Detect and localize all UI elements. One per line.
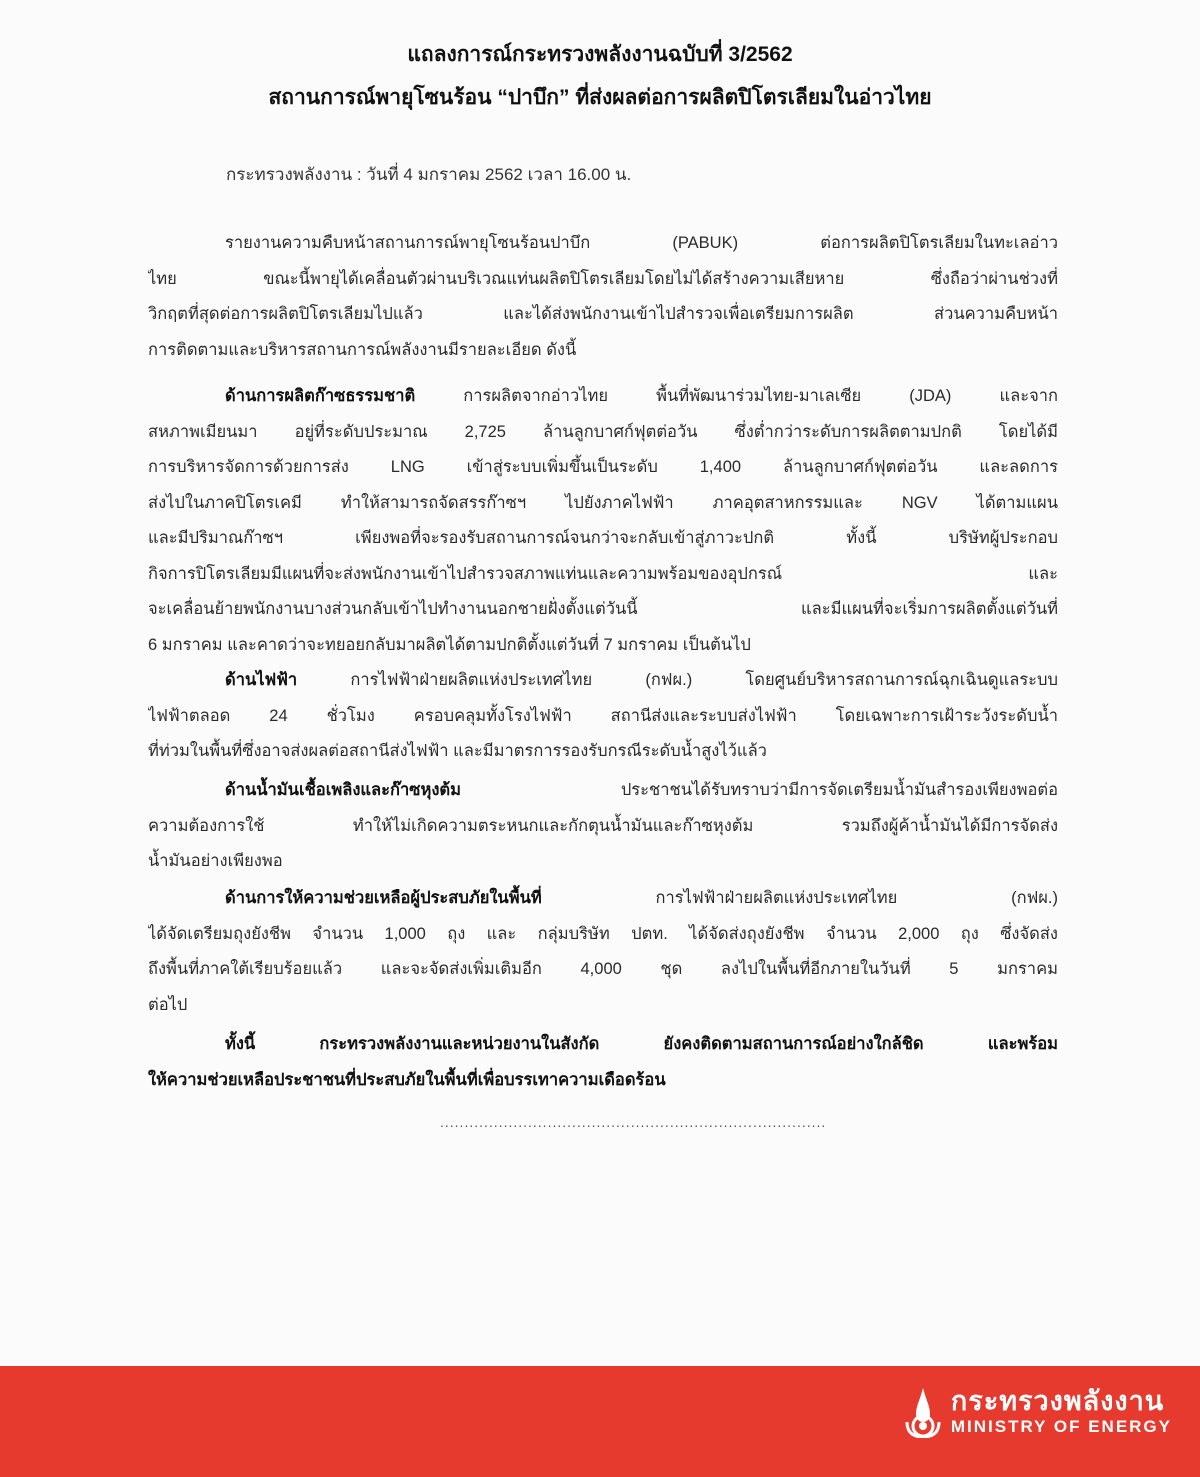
line-text: ต่อไป: [148, 995, 188, 1014]
line-text: 6 มกราคม และคาดว่าจะทยอยกลับมาผลิตได้ตามปกติตั้งแต่วันที่ 7 มกราคม เป็นต้นไป: [148, 635, 751, 654]
ministry-logo: [903, 1386, 1172, 1438]
paragraph-line: [148, 988, 1058, 1024]
logo-english-text: MINISTRY OF ENERGY: [950, 1417, 1172, 1436]
line-text: การไฟฟ้าฝ่ายผลิตแห่งประเทศไทย (กฟผ.) โดยศูนย์บริหารสถานการณ์ฉุกเฉินดูแลระบบ: [297, 671, 1058, 689]
paragraph-line: [148, 809, 1058, 845]
line-text: ความต้องการใช้ ทำให้ไม่เกิดความตระหนกและกักตุนน้ำมันและก๊าซหุงต้ม รวมถึงผู้ค้าน้ำมันได้มีการจัดส่ง: [148, 816, 1058, 835]
paragraph-line: [148, 628, 1058, 664]
paragraph-line: [148, 486, 1058, 522]
paragraph-line: [148, 699, 1058, 735]
paragraph-line: [148, 297, 1058, 333]
line-text: สหภาพเมียนมา อยู่ที่ระดับประมาณ 2,725 ล้านลูกบาศก์ฟุตต่อวัน ซึ่งต่ำกว่าระดับการผลิตตามปกติ โดยได้มี: [148, 422, 1058, 441]
line-text: วิกฤตที่สุดต่อการผลิตปิโตรเลียมไปแล้ว และได้ส่งพนักงานเข้าไปสำรวจเพื่อเตรียมการผลิต ส่วนความคืบหน้า: [148, 305, 1058, 323]
line-text: ประชาชนได้รับทราบว่ามีการจัดเตรียมน้ำมันสำรองเพียงพอต่อ: [460, 781, 1058, 799]
line-text: ให้ความช่วยเหลือประชาชนที่ประสบภัยในพื้นที่เพื่อบรรเทาความเดือดร้อน: [148, 1070, 666, 1089]
paragraph: [148, 1027, 1058, 1098]
logo-thai-text: กระทรวงพลังงาน: [950, 1386, 1165, 1416]
paragraph-line: [148, 592, 1058, 628]
paragraph-line: [148, 226, 1058, 262]
line-text: ถึงพื้นที่ภาคใต้เรียบร้อยแล้ว และจะจัดส่งเพิ่มเติมอีก 4,000 ชุด ลงไปในพื้นที่อีกภายในวันที่ 5 มกราคม: [148, 960, 1058, 978]
line-text: ไฟฟ้าตลอด 24 ชั่วโมง ครอบคลุมทั้งโรงไฟฟ้า สถานีส่งและระบบส่งไฟฟ้า โดยเฉพาะการเฝ้าระวังระดับน้ำ: [148, 706, 1058, 725]
document-title: แถลงการณ์กระทรวงพลังงานฉบับที่ 3/2562: [407, 43, 793, 66]
line-text: จะเคลื่อนย้ายพนักงานบางส่วนกลับเข้าไปทำงานนอกชายฝั่งตั้งแต่วันนี้ และมีแผนที่จะเริ่มการผลิตตั้งแต่วันที่: [148, 600, 1058, 618]
line-text: กิจการปิโตรเลียมมีแผนที่จะส่งพนักงานเข้าไปสำรวจสภาพแท่นและความพร้อมของอุปกรณ์ และ: [148, 564, 1058, 583]
line-text: ที่ท่วมในพื้นที่ซึ่งอาจส่งผลต่อสถานีส่งไฟฟ้า และมีมาตรการรองรับกรณีระดับน้ำสูงไว้แล้ว: [148, 742, 767, 760]
paragraph-line: [148, 881, 1058, 917]
paragraph: [148, 881, 1058, 1023]
flame-emblem-icon: [903, 1386, 943, 1438]
paragraph-line: [148, 557, 1058, 593]
paragraph-line: [148, 952, 1058, 988]
paragraph-line: [148, 917, 1058, 953]
paragraph-line: [148, 663, 1058, 699]
paragraph: [148, 226, 1058, 368]
line-text: รายงานความคืบหน้าสถานการณ์พายุโซนร้อนปาบึก (PABUK) ต่อการผลิตปิโตรเลียมในทะเลอ่าว: [225, 234, 1058, 252]
paragraph-line: [148, 379, 1058, 415]
line-text: การไฟฟ้าฝ่ายผลิตแห่งประเทศไทย (กฟผ.): [541, 889, 1058, 907]
paragraph-line: [148, 1063, 1058, 1099]
paragraph-line: [148, 262, 1058, 298]
footer-band: [0, 1366, 1200, 1477]
section-heading: ด้านน้ำมันเชื้อเพลิงและก๊าซหุงต้ม: [225, 781, 461, 799]
paragraph-line: [148, 521, 1058, 557]
document-subtitle: สถานการณ์พายุโซนร้อน “ปาบึก” ที่ส่งผลต่อการผลิตปิโตรเลียมในอ่าวไทย: [268, 86, 932, 109]
paragraph: [148, 773, 1058, 880]
line-text: น้ำมันอย่างเพียงพอ: [148, 852, 283, 870]
line-text: และมีปริมาณก๊าซฯ เพียงพอที่จะรองรับสถานการณ์จนกว่าจะกลับเข้าสู่ภาวะปกติ ทั้งนี้ บริษัทผู้ประกอบ: [148, 529, 1058, 547]
line-text: ไทย ขณะนี้พายุได้เคลื่อนตัวผ่านบริเวณแท่นผลิตปิโตรเลียมโดยไม่ได้สร้างความเสียหาย ซึ่งถือว่าผ่านช่วงที่: [148, 269, 1058, 288]
line-text: การบริหารจัดการด้วยการส่ง LNG เข้าสู่ระบบเพิ่มขึ้นเป็นระดับ 1,400 ล้านลูกบาศก์ฟุตต่อวัน และลดการ: [148, 458, 1058, 476]
line-text: การผลิตจากอ่าวไทย พื้นที่พัฒนาร่วมไทย-มาเลเซีย (JDA) และจาก: [415, 387, 1058, 405]
line-text: ได้จัดเตรียมถุงยังชีพ จำนวน 1,000 ถุง และ กลุ่มบริษัท ปตท. ได้จัดส่งถุงยังชีพ จำนวน 2,000 ถุง ซึ่งจัดส่ง: [148, 924, 1058, 943]
paragraph-line: [148, 450, 1058, 486]
paragraph-line: [148, 734, 1058, 770]
paragraph-line: [148, 844, 1058, 880]
paragraph: [148, 663, 1058, 770]
line-text: การติดตามและบริหารสถานการณ์พลังงานมีรายละเอียด ดังนี้: [148, 340, 577, 359]
paragraph-line: [148, 1027, 1058, 1063]
dateline: กระทรวงพลังงาน : วันที่ 4 มกราคม 2562 เวลา 16.00 น.: [226, 165, 632, 184]
section-heading: ด้านการให้ความช่วยเหลือผู้ประสบภัยในพื้นที่: [225, 889, 542, 907]
paragraph: [148, 379, 1058, 663]
paragraph-line: [148, 415, 1058, 451]
paragraph-line: [148, 333, 1058, 369]
section-heading: ด้านไฟฟ้า: [225, 671, 298, 689]
paragraph-line: [148, 773, 1058, 809]
section-heading: ด้านการผลิตก๊าซธรรมชาติ: [225, 387, 416, 405]
line-text: ส่งไปในภาคปิโตรเคมี ทำให้สามารถจัดสรรก๊าซฯ ไปยังภาคไฟฟ้า ภาคอุตสาหกรรมและ NGV ได้ตามแผน: [148, 493, 1058, 512]
end-separator: ...............................................................................: [440, 1114, 827, 1130]
line-text: ทั้งนี้ กระทรวงพลังงานและหน่วยงานในสังกัด ยังคงติดตามสถานการณ์อย่างใกล้ชิด และพร้อม: [225, 1035, 1058, 1053]
